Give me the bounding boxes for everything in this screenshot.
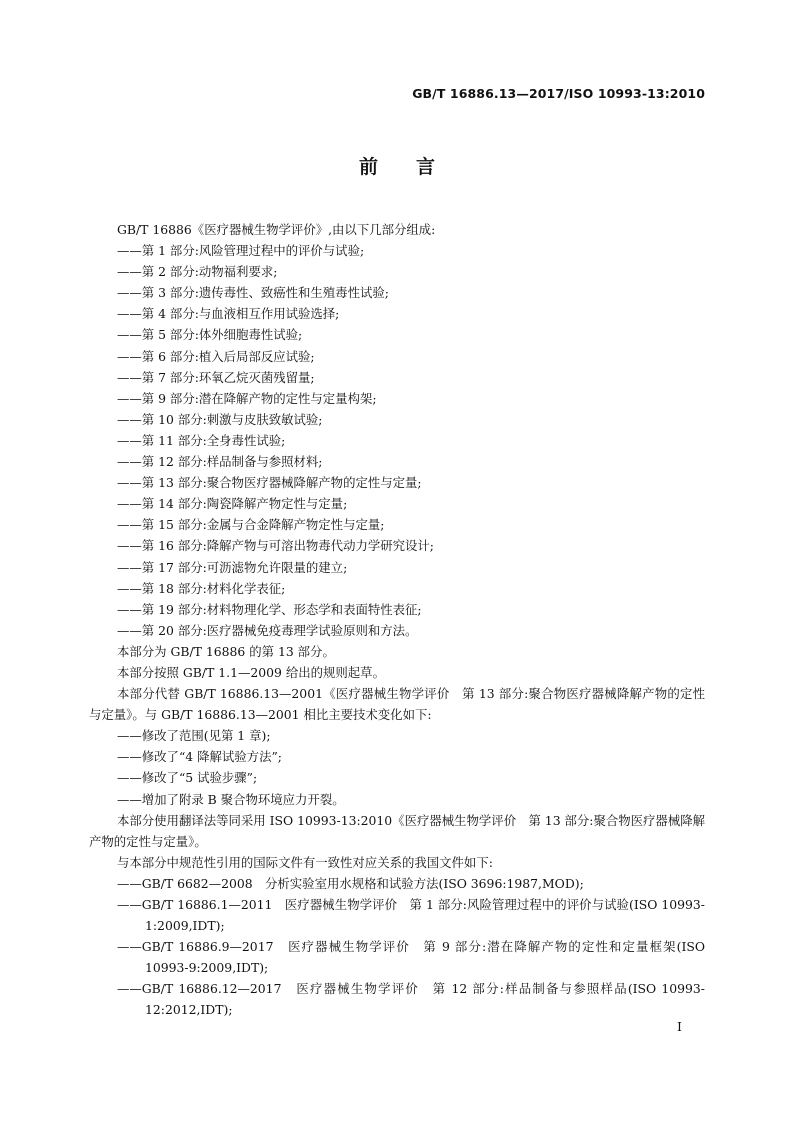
list-item: ——增加了附录 B 聚合物环境应力开裂。: [117, 791, 345, 807]
list-item: ——第 3 部分:遗传毒性、致癌性和生殖毒性试验;: [117, 285, 389, 301]
list-item: ——第 2 部分:动物福利要求;: [117, 264, 278, 280]
page-title: 前言: [358, 156, 473, 178]
list-item: ——第 7 部分:环氧乙烷灭菌残留量;: [117, 369, 315, 385]
list-item: ——第 4 部分:与血液相互作用试验选择;: [117, 306, 340, 322]
standard-code: GB/T 16886.13—2017/ISO 10993-13:2010: [412, 86, 705, 101]
changes-list: [89, 725, 705, 809]
part13-paragraph: 本部分为 GB/T 16886 的第 13 部分。: [117, 643, 335, 659]
list-item: ——GB/T 16886.9—2017 医疗器械生物学评价 第 9 部分:潜在降解产物的定性和定量框架(ISO 10993-9:2009,IDT);: [117, 939, 705, 976]
list-item: ——第 15 部分:金属与合金降解产物定性与定量;: [117, 517, 385, 533]
corresponding-paragraph: 与本部分中规范性引用的国际文件有一致性对应关系的我国文件如下:: [117, 854, 493, 870]
list-item: ——第 14 部分:陶瓷降解产物定性与定量;: [117, 496, 348, 512]
list-item: ——第 17 部分:可沥滤物允许限量的建立;: [117, 559, 348, 575]
list-item: ——第 1 部分:风险管理过程中的评价与试验;: [117, 243, 365, 259]
list-item: ——修改了“5 试验步骤”;: [117, 770, 258, 786]
list-item: ——第 13 部分:聚合物医疗器械降解产物的定性与定量;: [117, 475, 422, 491]
list-item: ——GB/T 6682—2008 分析实验室用水规格和试验方法(ISO 3696:1987,MOD);: [117, 875, 584, 891]
list-item: ——第 12 部分:样品制备与参照材料;: [117, 454, 323, 470]
intro-paragraph: GB/T 16886《医疗器械生物学评价》,由以下几部分组成:: [117, 222, 436, 237]
list-item: ——修改了“4 降解试验方法”;: [117, 749, 282, 765]
list-item: ——GB/T 16886.1—2011 医疗器械生物学评价 第 1 部分:风险管理过程中的评价与试验(ISO 10993-1:2009,IDT);: [117, 897, 705, 934]
list-item: ——修改了范围(见第 1 章);: [117, 728, 271, 744]
list-item: ——GB/T 16886.12—2017 医疗器械生物学评价 第 12 部分:样品制备与参照样品(ISO 10993-12:2012,IDT);: [117, 981, 705, 1018]
list-item: ——第 11 部分:全身毒性试验;: [117, 432, 286, 448]
replace-paragraph: 本部分代替 GB/T 16886.13—2001《医疗器械生物学评价 第 13 部分:聚合物医疗器械降解产物的定性与定量》。与 GB/T 16886.13—2001 相比主要技术变化如下:: [89, 686, 705, 723]
page-number: I: [677, 1019, 682, 1034]
foreword-body: [89, 219, 705, 1021]
list-item: ——第 5 部分:体外细胞毒性试验;: [117, 327, 303, 343]
list-item: ——第 9 部分:潜在降解产物的定性与定量构架;: [117, 390, 377, 406]
adopt-paragraph: 本部分使用翻译法等同采用 ISO 10993-13:2010《医疗器械生物学评价 第 13 部分:聚合物医疗器械降解产物的定性与定量》。: [89, 812, 705, 849]
list-item: ——第 19 部分:材料物理化学、形态学和表面特性表征;: [117, 601, 422, 617]
list-item: ——第 10 部分:刺激与皮肤致敏试验;: [117, 411, 323, 427]
references-list: [89, 873, 705, 1021]
drafting-paragraph: 本部分按照 GB/T 1.1—2009 给出的规则起草。: [117, 664, 385, 680]
list-item: ——第 6 部分:植入后局部反应试验;: [117, 348, 315, 364]
list-item: ——第 16 部分:降解产物与可溶出物毒代动力学研究设计;: [117, 538, 434, 554]
list-item: ——第 20 部分:医疗器械免疫毒理学试验原则和方法。: [117, 622, 418, 638]
parts-list: [89, 240, 705, 641]
list-item: ——第 18 部分:材料化学表征;: [117, 580, 286, 596]
